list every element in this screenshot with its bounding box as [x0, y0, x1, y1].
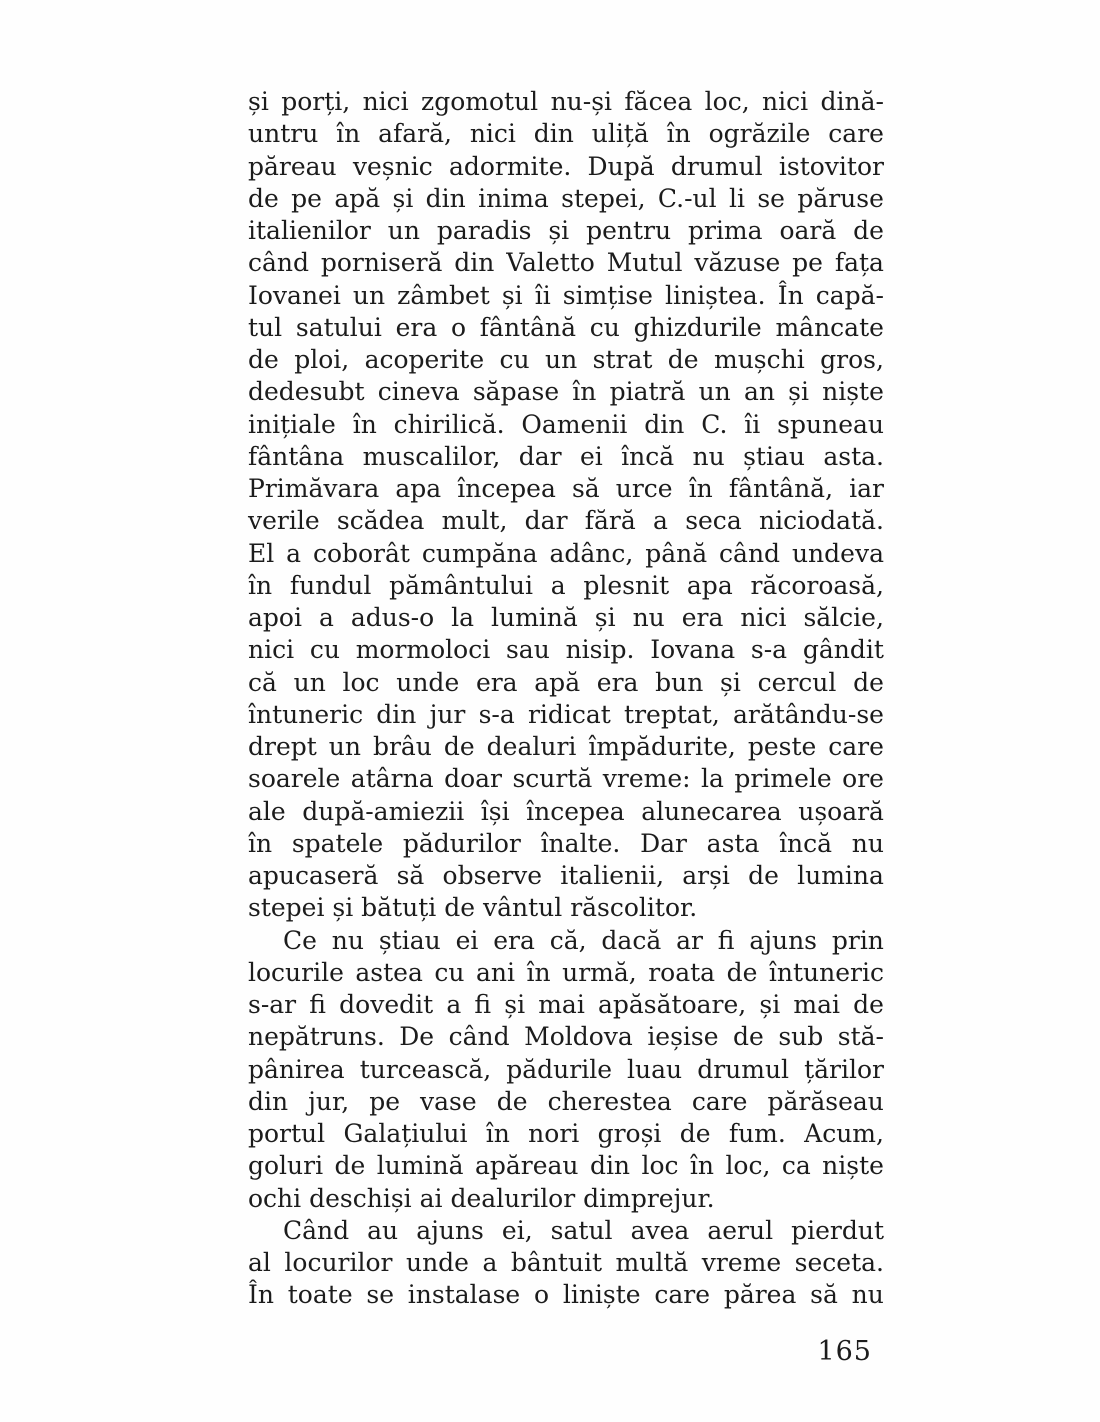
text-line: drept un brâu de dealuri împădurite, peste care	[248, 732, 884, 761]
text-line: apoi a adus-o la lumină și nu era nici sălcie,	[248, 603, 884, 632]
text-line: nici cu mormoloci sau nisip. Iovana s-a gândit	[248, 635, 884, 665]
text-line: nepătruns. De când Moldova ieșise de sub stă-	[248, 1022, 884, 1052]
text-line: în fundul pământului a plesnit apa răcoroasă,	[248, 570, 884, 600]
text-line: soarele atârna doar scurtă vreme: la primele ore	[248, 764, 884, 794]
text-line: din jur, pe vase de cherestea care părăseau	[248, 1086, 884, 1116]
text-line: dedesubt cineva săpase în piatră un an și niște	[248, 377, 884, 407]
text-line: apucaseră să observe italienii, arși de lumina	[248, 861, 884, 890]
text-line: pânirea turcească, pădurile luau drumul țărilor	[248, 1054, 884, 1084]
text-line: Iovanei un zâmbet și îi simțise liniștea. În capă-	[248, 280, 884, 310]
text-line: tul satului era o fântână cu ghizdurile mâncate	[248, 312, 884, 342]
text-line: de pe apă și din inima stepei, C.-ul li se păruse	[248, 183, 884, 213]
text-line: al locurilor unde a bântuit multă vreme seceta.	[248, 1248, 884, 1277]
text-line: și porți, nici zgomotul nu-și făcea loc, nici dină-	[248, 87, 884, 116]
text-line: când porniseră din Valetto Mutul văzuse pe fața	[248, 248, 884, 278]
text-line: că un loc unde era apă era bun și cercul de	[248, 667, 884, 697]
text-line: El a coborât cumpăna adânc, până când undeva	[248, 538, 884, 568]
text-line: în spatele pădurilor înalte. Dar asta încă nu	[248, 828, 884, 858]
text-line: Ce nu știau ei era că, dacă ar fi ajuns prin	[283, 925, 884, 955]
text-line: italienilor un paradis și pentru prima oară de	[248, 216, 884, 245]
text-line: locurile astea cu ani în urmă, roata de întuneric	[248, 957, 884, 987]
text-line: goluri de lumină apăreau din loc în loc, ca niște	[248, 1151, 884, 1181]
text-line: portul Galațiului în nori groși de fum. Acum,	[248, 1119, 884, 1148]
text-line: păreau veșnic adormite. După drumul istovitor	[248, 151, 884, 181]
page-number: 165	[817, 1336, 872, 1367]
text-line: verile scădea mult, dar fără a seca niciodată.	[248, 506, 884, 536]
text-line: untru în afară, nici din uliță în ogrăzile care	[248, 119, 884, 149]
text-line: ochi deschiși ai dealurilor dimprejur.	[248, 1183, 715, 1213]
text-line: fântâna muscalilor, dar ei încă nu știau asta.	[248, 441, 884, 471]
text-line: inițiale în chirilică. Oamenii din C. îi spuneau	[248, 409, 884, 439]
text-line: Primăvara apa începea să urce în fântână, iar	[248, 474, 884, 503]
text-block	[248, 86, 884, 1312]
text-line: În toate se instalase o liniște care părea să nu	[248, 1280, 884, 1310]
text-line: stepei și bătuți de vântul răscolitor.	[248, 893, 698, 923]
text-line: de ploi, acoperite cu un strat de mușchi gros,	[248, 345, 884, 374]
text-line: ale după-amiezii își începea alunecarea ușoară	[248, 796, 884, 826]
text-line: Când au ajuns ei, satul avea aerul pierdut	[283, 1215, 884, 1245]
text-line: s-ar fi dovedit a fi și mai apăsătoare, și mai de	[248, 990, 884, 1019]
text-line: întuneric din jur s-a ridicat treptat, arătându-se	[248, 699, 884, 729]
